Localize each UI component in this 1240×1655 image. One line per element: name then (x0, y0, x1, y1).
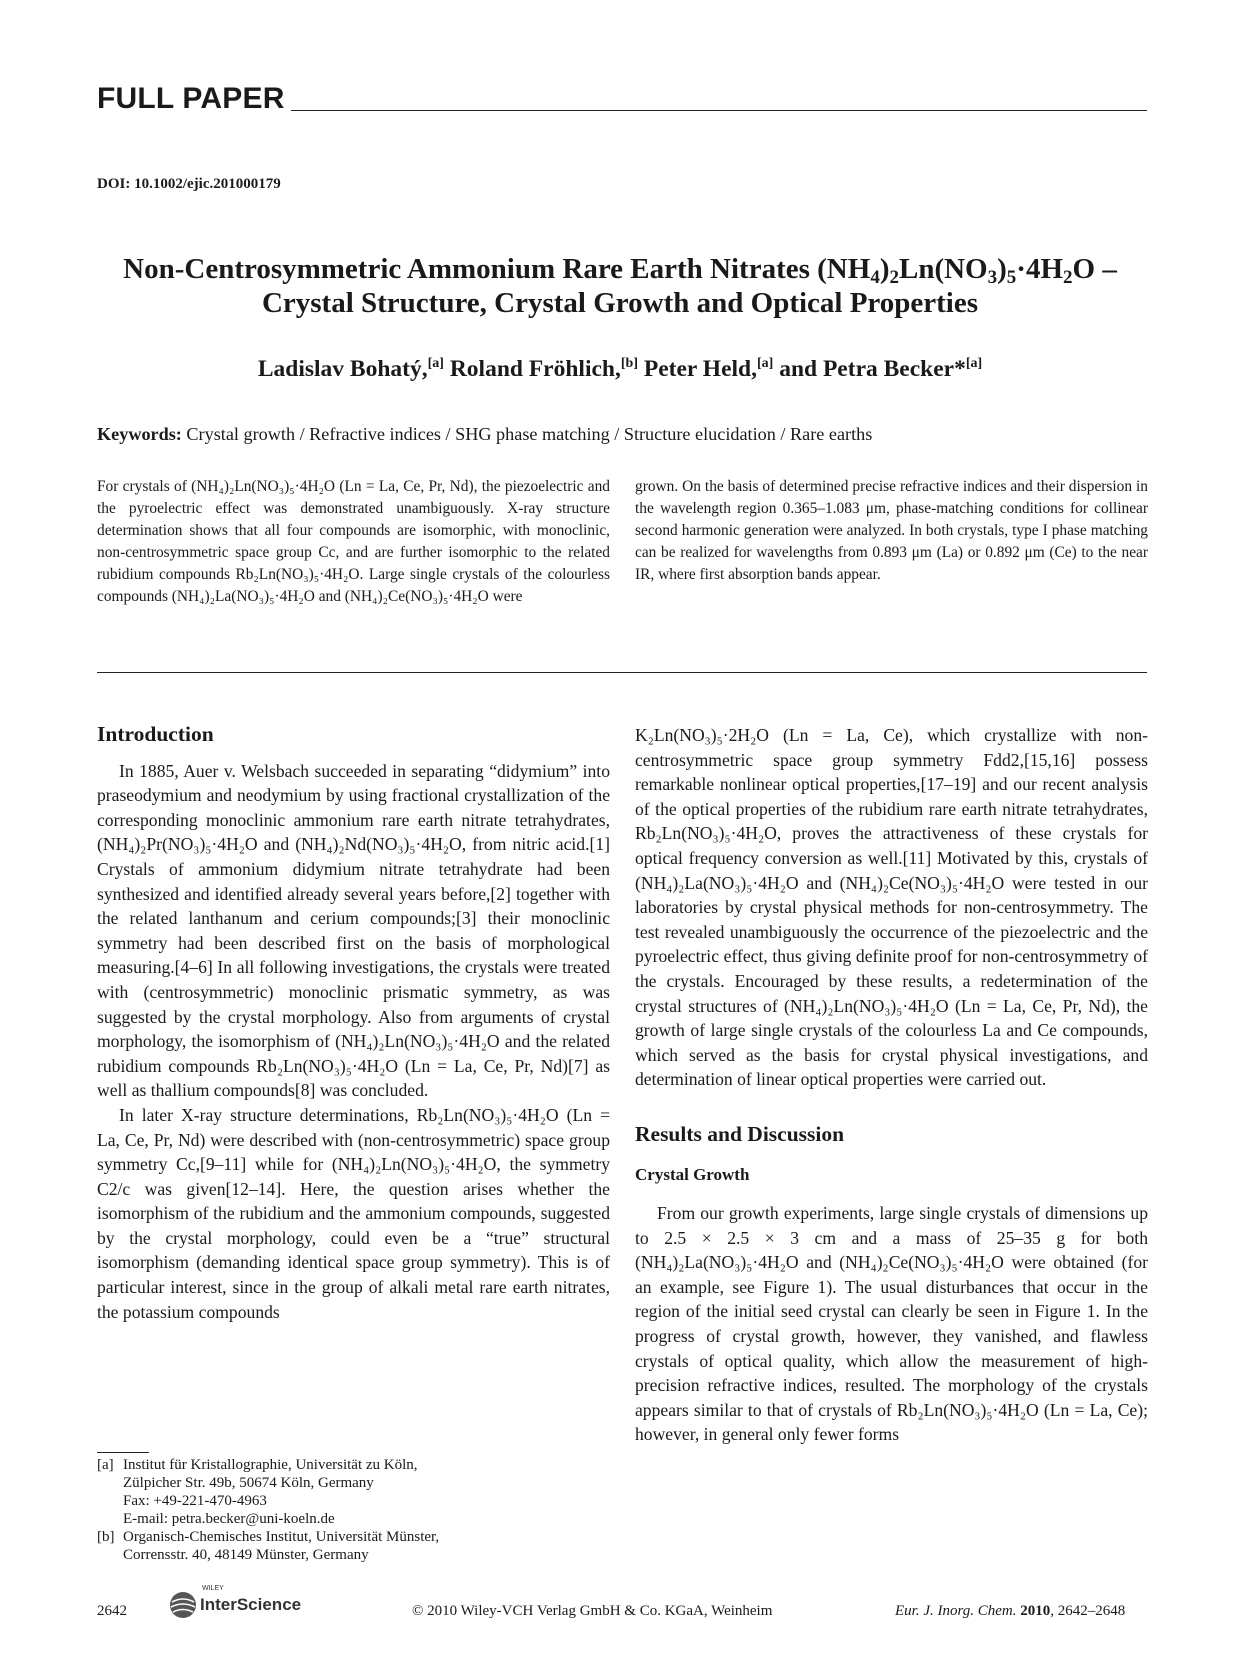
abstract-left: For crystals of (NH₄)₂Ln(NO₃)₅·4H₂O (Ln = La, Ce, Pr, Nd), the piezoelectric and the pyroelectric effect was demonstrated unambiguously. X-ray structure determination shows that all four compounds are isomorphic, with monoclinic, non-centrosymmetric space group Cc, and are further isomorphic to the related rubidium compounds Rb₂Ln(NO₃)₅·4H₂O. Large single crystals of the colourless compounds (NH₄)₂La(NO₃)₅·4H₂O and (NH₄)₂Ce(NO₃)₅·4H₂O were (97, 478, 610, 605)
globe-icon (168, 1590, 198, 1620)
keywords-label: Keywords: (97, 424, 182, 444)
copyright: © 2010 Wiley-VCH Verlag GmbH & Co. KGaA, Weinheim (412, 1603, 773, 1619)
footnote-b: [b] Organisch-Chemisches Institut, Universität Münster, Corrensstr. 40, 48149 Münster, Germany (97, 1529, 440, 1563)
keywords (97, 424, 872, 445)
growth-paragraph-1: From our growth experiments, large single crystals of dimensions up to 2.5 × 2.5 × 3 cm and a mass of 25–35 g for both (NH₄)₂La(NO₃)₅·4H₂O and (NH₄)₂Ce(NO₃)₅·4H₂O were obtained (for an example, see Figure 1). The usual disturbances that occur in the region of the initial seed crystal can clearly be seen in Figure 1. In the progress of crystal growth, however, they vanished, and flawless crystals of optical quality, which allow the measurement of high-precision refractive indices, resulted. The morphology of the crystals appears similar to that of crystals of Rb₂Ln(NO₃)₅·4H₂O (Ln = La, Ce); however, in general only fewer forms (635, 1203, 1148, 1445)
author: Peter Held,[a] (643, 356, 774, 382)
section-header (97, 82, 1147, 122)
author-list (60, 356, 1180, 383)
author: Roland Fröhlich,[b] (449, 356, 638, 382)
body-column-left (97, 722, 610, 1324)
abstract-right: grown. On the basis of determined precise refractive indices and their dispersion in the wavelength region 0.365–1.083 μm, phase-matching conditions for collinear second harmonic generation were analyzed. In both crystals, type I phase matching can be realized for wavelengths from 0.893 μm (La) or 0.892 μm (Ce) to the near IR, where first absorption bands appear. (635, 478, 1148, 583)
page-number: 2642 (97, 1603, 127, 1619)
author: and Petra Becker*[a] (779, 356, 983, 382)
heading-introduction: Introduction (97, 722, 214, 746)
paper-title (60, 252, 1180, 320)
affiliation-footnotes (97, 1456, 617, 1564)
email-link[interactable]: E-mail: petra.becker@uni-koeln.de (123, 1511, 335, 1527)
footnote-rule (97, 1452, 149, 1453)
intro-paragraph-3: K₂Ln(NO₃)₅·2H₂O (Ln = La, Ce), which crystallize with non-centrosymmetric space group symmetry Fdd2,[15,16] possess remarkable nonlinear optical properties,[17–19] and our recent analysis of the optical properties of the rubidium rare earth nitrate tetrahydrates, Rb₂Ln(NO₃)₅·4H₂O, proves the attractiveness of these crystals for optical frequency conversion as well.[11] Motivated by this, crystals of (NH₄)₂La(NO₃)₅·4H₂O and (NH₄)₂Ce(NO₃)₅·4H₂O were tested in our laboratories by crystal physical methods for non-centrosymmetry. The test revealed unambiguously the occurrence of the piezoelectric and the pyroelectric effect, thus giving definite proof for non-centrosymmetry of the crystals. Encouraged by these results, a redetermination of the crystal structures of (NH₄)₂Ln(NO₃)₅·4H₂O (Ln = La, Ce, Pr, Nd), the growth of large single crystals of the colourless La and Ce compounds, which served as the basis for crystal physical investigations, and determination of linear optical properties were carried out. (635, 725, 1148, 1090)
heading-results-discussion: Results and Discussion (635, 1121, 845, 1146)
body-column-right (635, 723, 1148, 1447)
abstract-rule (97, 672, 1147, 673)
journal-citation: Eur. J. Inorg. Chem. 2010, 2642–2648 (895, 1603, 1126, 1619)
title-line-2: Crystal Structure, Crystal Growth and Optical Properties (261, 287, 979, 319)
footnote-a: [a] Institut für Kristallographie, Universität zu Köln, Zülpicher Str. 49b, 50674 Köln, Germany Fax: +49-221-470-4963 E-mail: petra.becker@uni-koeln.de (97, 1457, 418, 1527)
keywords-text: Crystal growth / Refractive indices / SHG phase matching / Structure elucidation / Rare earths (186, 424, 873, 444)
heading-crystal-growth: Crystal Growth (635, 1164, 750, 1184)
author: Ladislav Bohatý,[a] (257, 356, 444, 382)
intro-paragraph-2: In later X-ray structure determinations, Rb₂Ln(NO₃)₅·4H₂O (Ln = La, Ce, Pr, Nd) were described with (non-centrosymmetric) space group symmetry Cc,[9–11] while for (NH₄)₂Ln(NO₃)₅·4H₂O, the symmetry C2/c was given[12–14]. Here, the question arises whether the isomorphism of the rubidium and the ammonium compounds, suggested by the crystal morphology, could even be a “true” structural isomorphism (demanding identical space group symmetry). This is of particular interest, since in the group of alkali metal rare earth nitrates, the potassium compounds (97, 1104, 610, 1322)
doi[interactable]: DOI: 10.1002/ejic.201000179 (97, 176, 281, 192)
intro-paragraph-1: In 1885, Auer v. Welsbach succeeded in separating “didymium” into praseodymium and neodymium by using fractional crystallization of the corresponding monoclinic ammonium rare earth nitrate tetrahydrates, (NH₄)₂Pr(NO₃)₅·4H₂O and (NH₄)₂Nd(NO₃)₅·4H₂O, from nitric acid.[1] Crystals of ammonium didymium nitrate tetrahydrate had been synthesized and identified already several years before,[2] together with the related lanthanum and cerium compounds;[3] their monoclinic symmetry had been described first on the basis of morphological measuring.[4–6] In all following investigations, the crystals were treated with (centrosymmetric) monoclinic prismatic symmetry, as was suggested by the crystal morphology. Also from arguments of crystal morphology, the isomorphism of (NH₄)₂Ln(NO₃)₅·4H₂O and the related rubidium compounds Rb₂Ln(NO₃)₅·4H₂O (Ln = La, Ce, Pr, Nd)[7] as well as thallium compounds[8] was concluded. (97, 760, 610, 1101)
header-label: FULL PAPER (97, 82, 285, 115)
title-line-1: Non-Centrosymmetric Ammonium Rare Earth Nitrates $(NH_4)_2Ln(NO_3)_5\cdot 4H_2O$ – (123, 253, 1117, 288)
header-rule (291, 110, 1147, 111)
interscience-logo: WILEY InterScience (168, 1584, 348, 1624)
